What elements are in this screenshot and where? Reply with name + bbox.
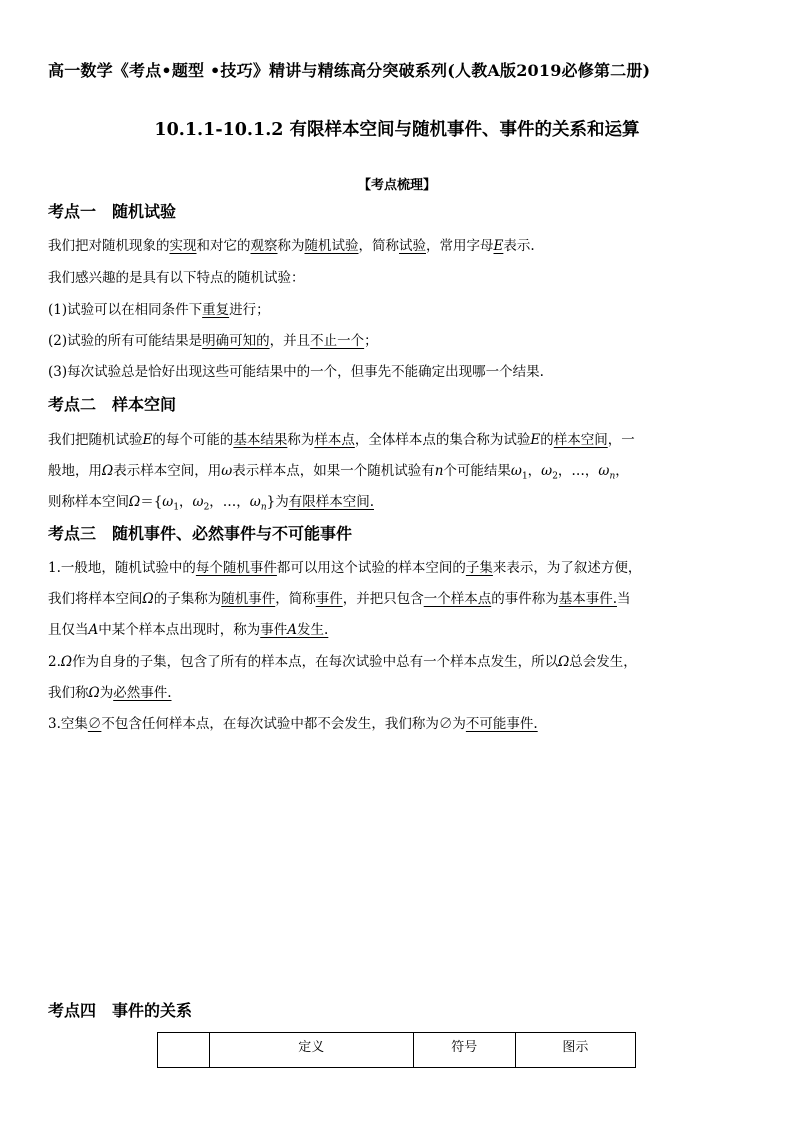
para-2-line-2: 般地，用Ω表示样本空间，用ω表示样本点，如果一个随机试验有n个可能结果$\omega_1$，$\omega_2$，…，$\omega_n$， [48, 463, 629, 482]
para-2-line-3: 则称样本空间$\Omega=\{\omega_1$，$\omega_2$，…，$\omega_n$}为有限样本空间. [48, 494, 374, 513]
table-header-cell: 定义 [209, 1033, 413, 1068]
page-title: 10.1.1-10.1.2 有限样本空间与随机事件、事件的关系和运算 [154, 120, 640, 140]
para-3-line-3: 且仅当A中某个样本点出现时，称为事件A发生. [48, 622, 329, 638]
table-header-cell: 符号 [413, 1033, 515, 1068]
para-3-line-1: 1.一般地，随机试验中的每个随机事件都可以用这个试验的样本空间的子集来表示，为了叙述方便， [48, 560, 642, 576]
para-3-line-4: 2.Ω作为自身的子集，包含了所有的样本点，在每次试验中总有一个样本点发生，所以Ω总会发生， [48, 654, 637, 670]
table-header-cell [158, 1033, 210, 1068]
table-header-cell: 图示 [515, 1033, 635, 1068]
event-relation-table [157, 1032, 636, 1068]
para-3-line-2: 我们将样本空间Ω的子集称为随机事件，简称事件，并把只包含一个样本点的事件称为基本事件.当 [48, 591, 631, 607]
para-1-line-4: (2)试验的所有可能结果是明确可知的，并且不止一个； [48, 333, 378, 349]
para-1-line-5: (3)每次试验总是恰好出现这些可能结果中的一个，但事先不能确定出现哪一个结果. [48, 364, 544, 380]
para-3-line-6: 3.空集∅不包含任何样本点，在每次试验中都不会发生，我们称为∅为不可能事件. [48, 716, 538, 732]
para-1-line-1: 我们把对随机现象的实现和对它的观察称为随机试验，简称试验，常用字母E表示. [48, 238, 535, 254]
heading-kaodian-2: 考点二 样本空间 [48, 395, 177, 414]
table-header-row [158, 1033, 636, 1068]
para-3-line-5: 我们称Ω为必然事件. [48, 685, 172, 701]
para-1-line-2: 我们感兴趣的是具有以下特点的随机试验： [48, 270, 305, 286]
section-label: 【考点梳理】 [357, 178, 436, 193]
series-header: 高一数学《考点•题型 •技巧》精讲与精练高分突破系列(人教A版2019必修第二册) [48, 61, 651, 80]
para-2-line-1: 我们把随机试验E的每个可能的基本结果称为样本点，全体样本点的集合称为试验E的样本空间，一 [48, 432, 635, 448]
heading-kaodian-4: 考点四 事件的关系 [48, 1001, 193, 1020]
heading-kaodian-3: 考点三 随机事件、必然事件与不可能事件 [48, 524, 353, 543]
para-1-line-3: (1)试验可以在相同条件下重复进行； [48, 302, 270, 318]
heading-kaodian-1: 考点一 随机试验 [48, 202, 177, 221]
